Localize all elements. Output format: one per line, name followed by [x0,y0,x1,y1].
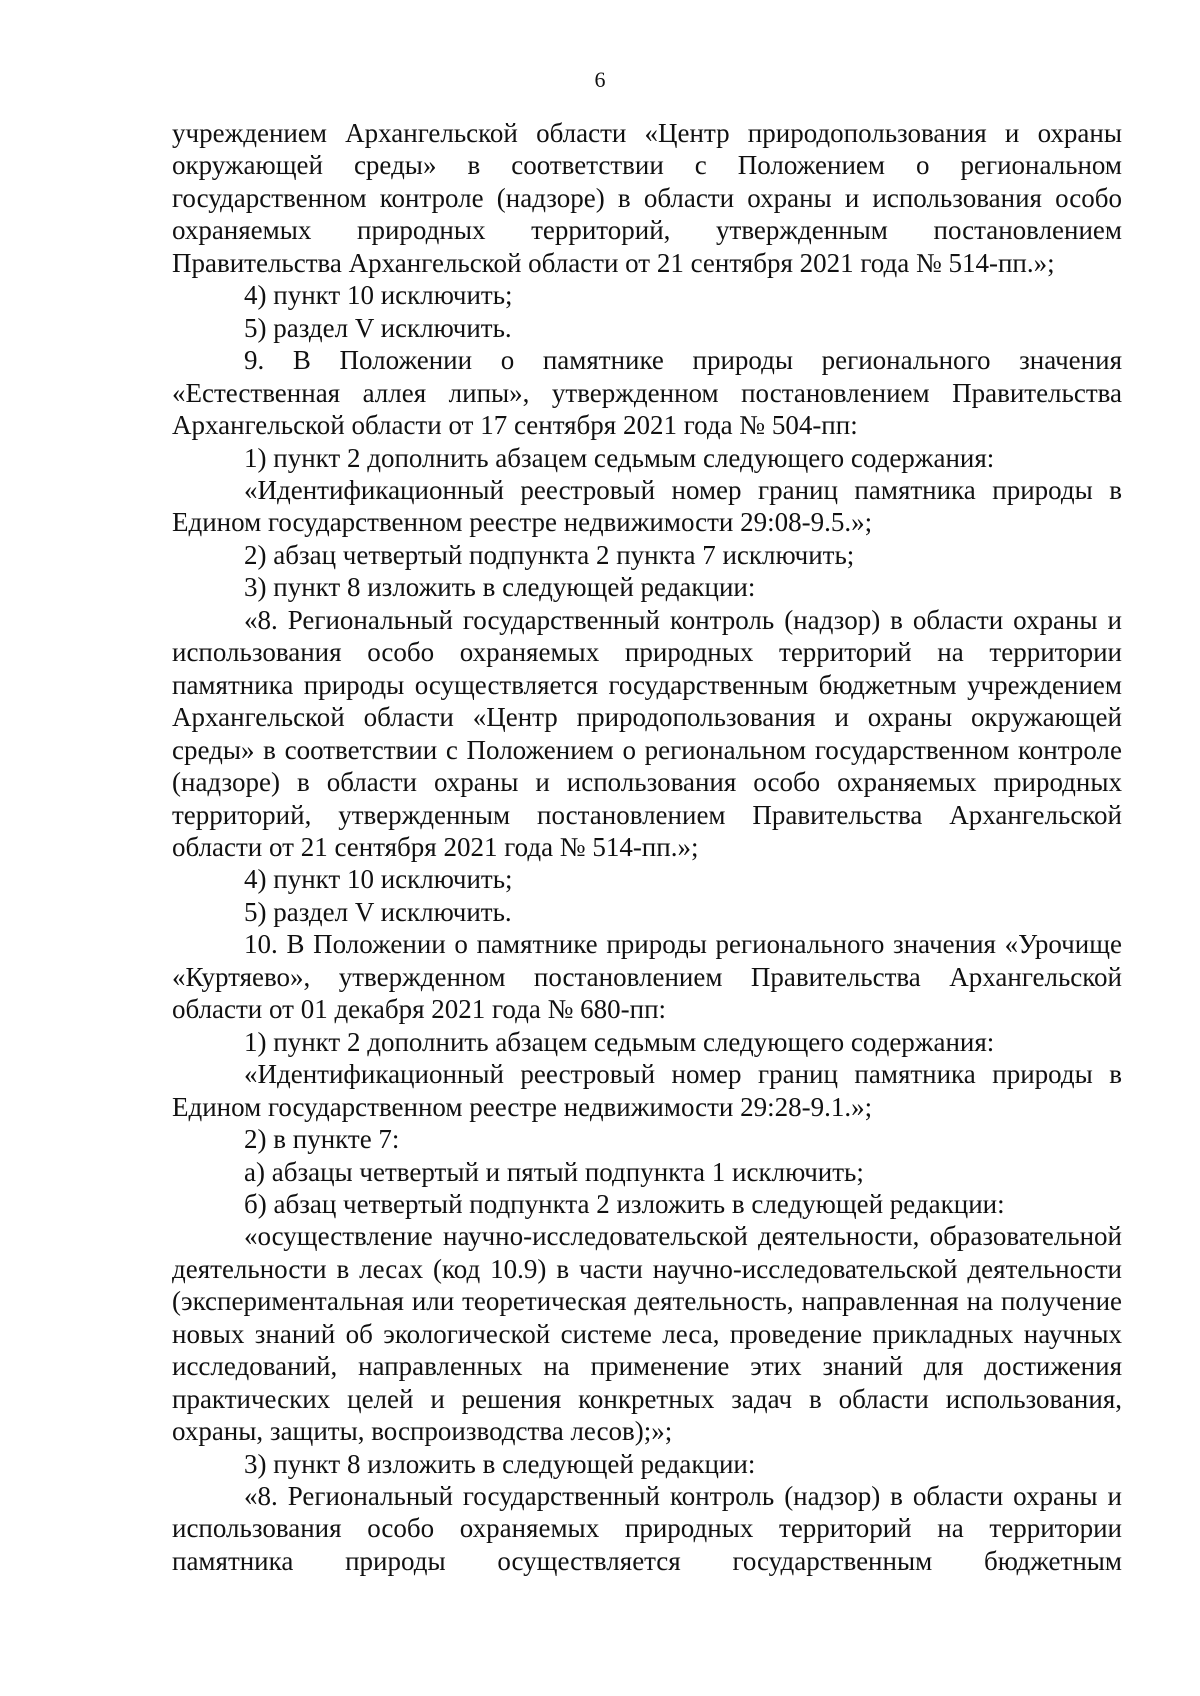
paragraph: 4) пункт 10 исключить; [244,864,513,895]
paragraph: а) абзацы четвертый и пятый подпункта 1 исключить; [244,1156,864,1187]
paragraph: 2) абзац четвертый подпункта 2 пункта 7 исключить; [244,539,855,570]
paragraph: 3) пункт 8 изложить в следующей редакции: [244,572,756,603]
paragraph: 4) пункт 10 исключить; [244,280,513,311]
paragraph: 10. В Положении о памятнике природы регионального значения «Урочище «Куртяево», утвержденном постановлением Правительства Архангельской области от 01 декабря 2021 года № 680-пп: [172,929,1122,1025]
paragraph: 2) в пункте 7: [244,1124,400,1155]
paragraph: «Идентификационный реестровый номер границ памятника природы в Едином государственном реестре недвижимости 29:08-9.5.»; [172,474,1122,538]
page-number: 6 [594,67,606,92]
paragraph: 5) раздел V исключить. [244,312,512,343]
paragraph: «8. Региональный государственный контроль (надзор) в области охраны и использования особо охраняемых природных территорий на территории памятника природы осуществляется государственным бюджетным учреждением Архангельской области «Центр природопользования и охраны окружающей среды» в соответствии с Положением о региональном государственном контроле (надзоре) в области охраны и использования особо охраняемых природных территорий, утвержденным постановлением Правительства Архангельской области от 21 сентября 2021 года № 514-пп.»; [172,604,1122,862]
paragraph: б) абзац четвертый подпункта 2 изложить в следующей редакции: [244,1188,1005,1219]
paragraph: 5) раздел V исключить. [244,896,512,927]
paragraph: 1) пункт 2 дополнить абзацем седьмым следующего содержания: [244,1026,995,1057]
document-body [172,117,1122,1577]
paragraph: 9. В Положении о памятнике природы регионального значения «Естественная аллея липы», утвержденном постановлением Правительства Архангельской области от 17 сентября 2021 года № 504-пп: [172,345,1122,441]
paragraph-continued: «8. Региональный государственный контроль (надзор) в области охраны и использования особо охраняемых природных территорий на территории памятника природы осуществляется государственным бюджетным [172,1481,1122,1576]
paragraph: учреждением Архангельской области «Центр природопользования и охраны окружающей среды» в соответствии с Положением о региональном государственном контроле (надзоре) в области охраны и использования особо охраняемых природных территорий, утвержденным постановлением Правительства Архангельской области от 21 сентября 2021 года № 514-пп.»; [172,118,1122,278]
paragraph: 1) пункт 2 дополнить абзацем седьмым следующего содержания: [244,442,995,473]
paragraph: «осуществление научно-исследовательской деятельности, образовательной деятельности в лесах (код 10.9) в части научно-исследовательской деятельности (экспериментальная или теоретическая деятельность, направленная на получение новых знаний об экологической системе леса, проведение прикладных научных исследований, направленных на применение этих знаний для достижения практических целей и решения конкретных задач в области использования, охраны, защиты, воспроизводства лесов);»; [172,1221,1122,1447]
paragraph: 3) пункт 8 изложить в следующей редакции: [244,1448,756,1479]
paragraph: «Идентификационный реестровый номер границ памятника природы в Едином государственном реестре недвижимости 29:28-9.1.»; [172,1059,1122,1122]
